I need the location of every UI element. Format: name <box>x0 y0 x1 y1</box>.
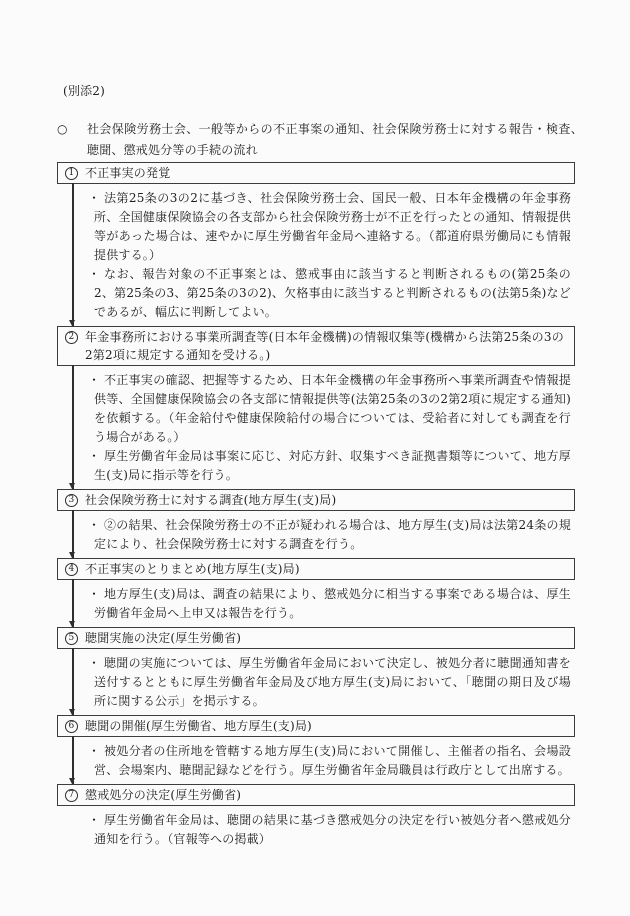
bullet-dot-icon: ・ <box>88 587 101 601</box>
flow-arrow-down-icon <box>72 183 74 326</box>
step-title-7: 懲戒処分の決定(厚生労働省) <box>85 788 242 802</box>
bullet-text: 不正事実の確認、把握等するため、日本年金機構の年金事務所へ事業所調査や情報提供等、全国健康保険協会の各支部に情報提供等(法第25条の3の2第2項に規定する通知)を依頼する。（年金給付や健康保険給付の場合については、受給者に対しても調査を行う場合がある。） <box>94 373 571 444</box>
bullet-item <box>88 516 571 554</box>
step-details-2 <box>57 366 575 489</box>
bullet-dot-icon: ・ <box>88 813 101 827</box>
step-box-5 <box>57 627 575 649</box>
bullet-dot-icon: ・ <box>88 373 101 387</box>
step-box-2 <box>57 326 575 366</box>
step-details-5 <box>57 649 575 715</box>
flow-step-4 <box>57 558 575 627</box>
flow-arrow-down-icon <box>72 579 74 627</box>
title-circle-marker: ○ <box>57 122 68 136</box>
step-title-4: 不正事実のとりまとめ(地方厚生(支)局) <box>85 562 300 576</box>
bullet-item <box>88 585 571 623</box>
bullet-text: なお、報告対象の不正事案とは、懲戒事由に該当すると判断されるもの(第25条の2、第25条の3、第25条の3の2)、欠格事由に該当すると判断されるもの(法第5条)などであるが、幅広に判断してよい。 <box>94 267 571 319</box>
bullet-text: 厚生労働省年金局は事案に応じ、対応方針、収集すべき証拠書類等について、地方厚生(支)局に指示等を行う。 <box>94 449 571 482</box>
step-details-4 <box>57 580 575 627</box>
bullet-dot-icon: ・ <box>88 656 101 670</box>
flow-arrow-down-icon <box>72 736 74 784</box>
document-header <box>57 81 583 161</box>
step-box-1 <box>57 162 575 184</box>
step-details-7 <box>57 806 575 853</box>
bullet-item <box>88 371 571 447</box>
flow-arrow-down-icon <box>72 648 74 715</box>
flow-arrow-down-icon <box>72 365 74 489</box>
step-title-3: 社会保険労務士に対する調査(地方厚生(支)局) <box>85 493 337 507</box>
step-number-5: 5 <box>65 632 78 645</box>
flow-step-6 <box>57 715 575 784</box>
step-number-3: 3 <box>65 494 78 507</box>
bullet-dot-icon: ・ <box>88 267 101 281</box>
step-details-1 <box>57 184 575 326</box>
flow-step-7 <box>57 784 575 853</box>
step-box-6 <box>57 715 575 737</box>
step-number-2: 2 <box>65 331 78 344</box>
step-title-5: 聴聞実施の決定(厚生労働省) <box>85 631 242 645</box>
bullet-item <box>88 654 571 711</box>
attachment-label: (別添2) <box>63 84 105 98</box>
bullet-item <box>88 447 571 485</box>
bullet-item <box>88 811 571 849</box>
step-title-2: 年金事務所における事業所調査等(日本年金機構)の情報収集等(機構から法第25条の3の2第2項に規定する通知を受ける。) <box>85 330 564 362</box>
flow-step-3 <box>57 489 575 558</box>
document-title-row <box>57 119 583 161</box>
flow-step-5 <box>57 627 575 715</box>
step-box-4 <box>57 558 575 580</box>
bullet-text: 被処分者の住所地を管轄する地方厚生(支)局において開催し、主催者の指名、会場設営、会場案内、聴聞記録などを行う。厚生労働省年金局職員は行政庁として出席する。 <box>94 744 571 777</box>
flow-step-1 <box>57 162 575 326</box>
bullet-item <box>88 742 571 780</box>
bullet-dot-icon: ・ <box>88 191 101 205</box>
step-title-6: 聴聞の開催(厚生労働省、地方厚生(支)局) <box>85 719 312 733</box>
step-number-6: 6 <box>65 720 78 733</box>
bullet-text: ②の結果、社会保険労務士の不正が疑われる場合は、地方厚生(支)局は法第24条の規定により、社会保険労務士に対する調査を行う。 <box>94 518 571 551</box>
bullet-text: 聴聞の実施については、厚生労働省年金局において決定し、被処分者に聴聞通知書を送付するとともに厚生労働省年金局及び地方厚生(支)局において、「聴聞の期日及び場所に関する公示」を掲示する。 <box>94 656 571 708</box>
bullet-item <box>88 189 571 265</box>
step-box-7 <box>57 784 575 806</box>
bullet-text: 法第25条の3の2に基づき、社会保険労務士会、国民一般、日本年金機構の年金事務所、全国健康保険協会の各支部から社会保険労務士が不正を行ったとの通知、情報提供等があった場合は、速やかに厚生労働省年金局へ連絡する。（都道府県労働局にも情報提供する。） <box>94 191 571 262</box>
bullet-text: 厚生労働省年金局は、聴聞の結果に基づき懲戒処分の決定を行い被処分者へ懲戒処分通知を行う。（官報等への掲載） <box>94 813 571 846</box>
procedure-flowchart <box>57 162 575 853</box>
bullet-text: 地方厚生(支)局は、調査の結果により、懲戒処分に相当する事案である場合は、厚生労働省年金局へ上申又は報告を行う。 <box>94 587 571 620</box>
step-number-7: 7 <box>65 789 78 802</box>
step-details-6 <box>57 737 575 784</box>
bullet-dot-icon: ・ <box>88 449 101 463</box>
flow-arrow-down-icon <box>72 510 74 558</box>
step-title-1: 不正事実の発覚 <box>85 166 171 180</box>
flow-step-2 <box>57 326 575 489</box>
step-number-1: 1 <box>65 167 78 180</box>
bullet-dot-icon: ・ <box>88 744 101 758</box>
bullet-dot-icon: ・ <box>88 518 101 532</box>
step-number-4: 4 <box>65 563 78 576</box>
document-title: 社会保険労務士会、一般等からの不正事案の通知、社会保険労務士に対する報告・検査、聴聞、懲戒処分等の手続の流れ <box>87 122 583 157</box>
step-box-3 <box>57 489 575 511</box>
bullet-item <box>88 265 571 322</box>
step-details-3 <box>57 511 575 558</box>
